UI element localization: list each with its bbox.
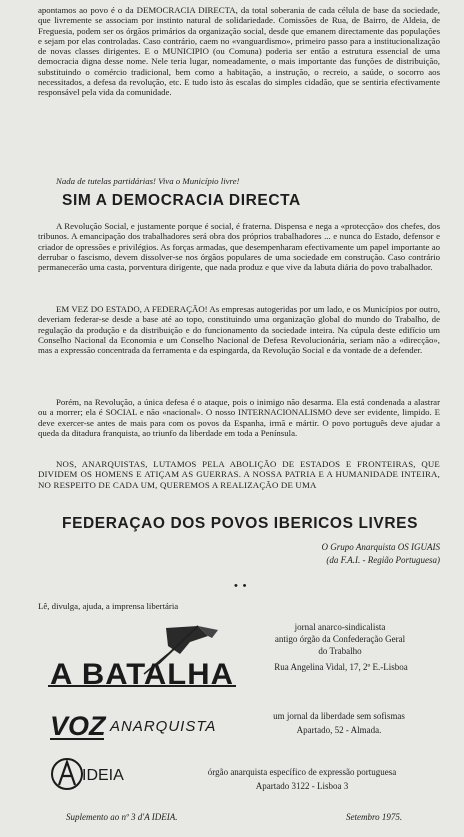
body-paragraph-4: NOS, ANARQUISTAS, LUTAMOS PELA ABOLIÇÃO DE ESTADOS E FRONTEIRAS, QUE DIVIDEM OS HOMENS E ATIÇAM AS GUERRAS. A NOSSA PATRIA E A HUMANIDADE INTEIRA, NO RESPEITO DE CADA UM, QUEREMOS A REALIZAÇÃO DE UMA xyxy=(38,459,440,490)
a-batalha-logo xyxy=(48,624,236,690)
intro-slogan: Nada de tutelas partidárias! Viva o Município livre! xyxy=(56,176,240,186)
voz-line-2: Apartado, 52 - Almada. xyxy=(296,725,382,735)
body-paragraph-1: A Revolução Social, e justamente porque é social, é fraterna. Dispensa e nega a «protecção» dos chefes, dos tribunos. A emancipação dos trabalhadores será obra dos próprios trabalhadores ... e nunca do Estado, defensor e criador de opressões e privilégios. As forças armadas, que desempenharam efectivamente um papel importante ao derrubar o fascismo, devem dissolver-se nos órgãos populares de uma sociedade em construção. Caso contrário permanecerão uma casta, porventura dirigente, que nada produz e que vive da labuta diária do povo trabalhador. xyxy=(38,221,440,273)
batalha-address: Rua Angelina Vidal, 17, 2º E.-Lisboa xyxy=(274,662,408,672)
footer-date: Setembro 1975. xyxy=(346,812,403,822)
intro-paragraph: apontamos ao povo é o da DEMOCRACIA DIRECTA, da total soberania de cada célula de base da sociedade, que livremente se associam por instinto natural de solidariedade. Comissões de Rua, de Bairro, de Aldeia, de Freguesia, podem ser os órgãos primários da organização social, desde que emanem directamente das populações e sejam por elas controladas. Caso contrário, caem no «vanguardismo», primeiro passo para a institucionalização de novas classes dirigentes. E o MUNICIPIO (ou Comuna) poderia ser então a estrutura essencial de uma democracia digna desse nome. Nele teria lugar, nomeadamente, o mais importante das funções de distribuição, substituindo o comércio tradicional, bem como a habitação, a instrução, o recreio, a saúde, o socorro aos necessitados, a defesa da revolução, etc. E tudo isto às escalas do simples cidadão, que se sentiria efectivamente responsável pela vida da comunidade. xyxy=(38,5,440,98)
anarquista-wordmark: ANARQUISTA xyxy=(110,718,216,735)
heading-democracia-directa: SIM A DEMOCRACIA DIRECTA xyxy=(62,192,301,209)
heading-federacao: FEDERAÇAO DOS POVOS IBERICOS LIVRES xyxy=(62,515,419,532)
signature-group: O Grupo Anarquista OS IGUAIS xyxy=(321,542,440,552)
voz-anarquista-logo xyxy=(48,706,216,742)
a-batalha-wordmark: A BATALHA xyxy=(50,658,234,690)
press-intro: Lê, divulga, ajuda, a imprensa libertária xyxy=(38,601,179,611)
body-paragraph-3: Porém, na Revolução, a única defesa é o ataque, pois o inimigo não desarma. Ela está condenada a alastrar ou a morrer; ela é SOCIAL e não «nacional». O nosso INTERNACIONALISMO deve ser evidente, limpido. E deve exercer-se antes de mais para com os povos da Espanha, irmã e mártir. O povo português deve ajudar a queda da ditadura franquista, ao triunfo da liberdade em toda a Península. xyxy=(38,397,440,438)
batalha-line-1: jornal anarco-sindicalista xyxy=(294,622,386,632)
batalha-line-2: antigo órgão da Confederação Geral xyxy=(274,634,406,644)
voz-line-1: um jornal da liberdade sem sofismas xyxy=(273,711,405,721)
ideia-line-1: órgão anarquista específico de expressão portuguesa xyxy=(207,767,397,777)
signature-fai: (da F.A.I. - Região Portuguesa) xyxy=(326,555,440,565)
voz-wordmark: VOZ xyxy=(50,711,106,741)
ideia-line-2: Apartado 3122 - Lisboa 3 xyxy=(255,781,349,791)
ideia-wordmark: IDEIA xyxy=(82,767,124,784)
body-paragraph-2: EM VEZ DO ESTADO, A FEDERAÇÃO! As empresas autogeridas por um lado, e os Municípios por outro, deveriam federar-se desde a base até ao topo, constituindo uma organização global do mundo do Trabalho, de regulação da produção e da distribuição e do funcionamento da sociedade inteira. Na cúpula deste edifício um Conselho Nacional da Economia e um Conselho Nacional de Defesa Revolucionária, seriam não a «direcção», mas a expressão concentrada da ferramenta e da espingarda, da Revolução Social e da vontade de a defender. xyxy=(38,304,440,356)
ideia-logo xyxy=(50,756,136,792)
batalha-line-3: do Trabalho xyxy=(318,646,362,656)
separator-dots: • • xyxy=(234,580,248,592)
footer-supplement: Suplemento ao nº 3 d'A IDEIA. xyxy=(66,812,178,822)
